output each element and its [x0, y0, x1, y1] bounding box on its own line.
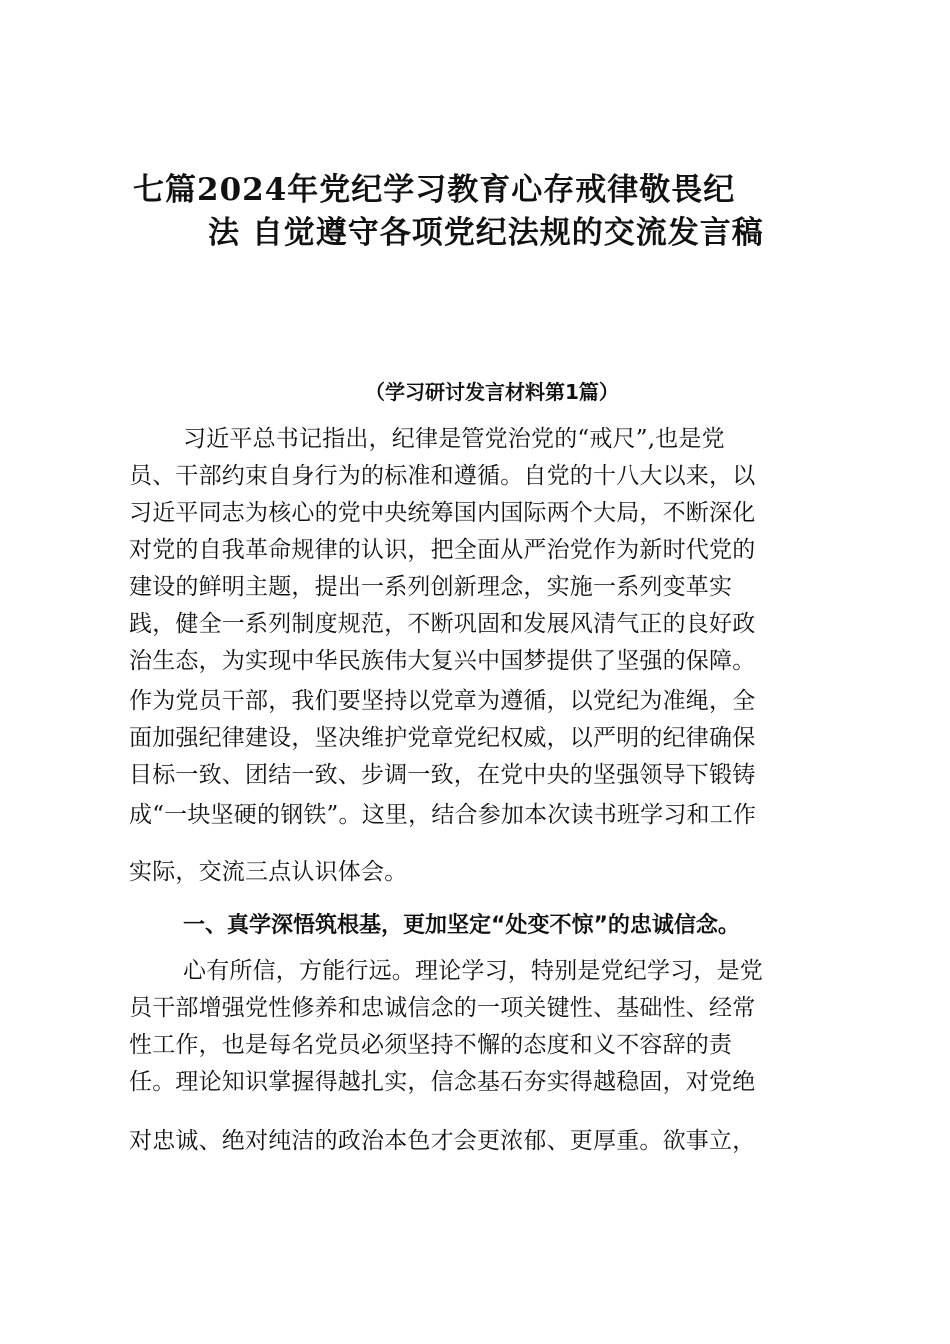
document-subtitle: （学习研讨发言材料第1篇） [365, 380, 619, 404]
section-heading: 一、真学深悟筑根基，更加坚定“处变不惊”的忠诚信念。 [183, 913, 740, 938]
document-title-line-2: 法 自觉遵守各项党纪法规的交流发言稿 [208, 215, 764, 251]
paragraph-line: 作为党员干部，我们要坚持以党章为遵循，以党纪为准绳，全 [129, 688, 756, 714]
paragraph-line: 目标一致、团结一致、步调一致，在党中央的坚强领导下锻铸 [129, 762, 756, 788]
paragraph-line: 对党的自我革命规律的认识，把全面从严治党作为新时代党的 [129, 537, 756, 563]
paragraph-line: 实际，交流三点认识体会。 [129, 859, 408, 885]
paragraph-line: 建设的鲜明主题，提出一系列创新理念，实施一系列变革实 [129, 574, 733, 600]
paragraph-line: 成“一块坚硬的钢铁”。这里，结合参加本次读书班学习和工作 [129, 802, 757, 828]
paragraph-line: 面加强纪律建设，坚决维护党章党纪权威，以严明的纪律确保 [129, 725, 756, 751]
paragraph-line: 员、干部约束自身行为的标准和遵循。自党的十八大以来，以 [129, 463, 756, 489]
paragraph-line: 践，健全一系列制度规范，不断巩固和发展风清气正的良好政 [129, 611, 756, 637]
paragraph-line: 对忠诚、绝对纯洁的政治本色才会更浓郁、更厚重。欲事立， [129, 1128, 756, 1154]
paragraph-line: 治生态，为实现中华民族伟大复兴中国梦提供了坚强的保障。 [129, 648, 756, 674]
paragraph-line: 心有所信，方能行远。理论学习，特别是党纪学习，是党 [183, 958, 763, 984]
document-title-line-1: 七篇2024年党纪学习教育心存戒律敬畏纪 [133, 172, 736, 208]
paragraph-line: 员干部增强党性修养和忠诚信念的一项关键性、基础性、经常 [129, 995, 756, 1021]
paragraph-line: 习近平同志为核心的党中央统筹国内国际两个大局，不断深化 [129, 500, 756, 526]
paragraph-line: 任。理论知识掌握得越扎实，信念基石夯实得越稳固，对党绝 [129, 1069, 756, 1095]
paragraph-line: 性工作，也是每名党员必须坚持不懈的态度和义不容辞的责 [129, 1032, 733, 1058]
paragraph-line: 习近平总书记指出，纪律是管党治党的“戒尺”,也是党 [183, 426, 725, 452]
